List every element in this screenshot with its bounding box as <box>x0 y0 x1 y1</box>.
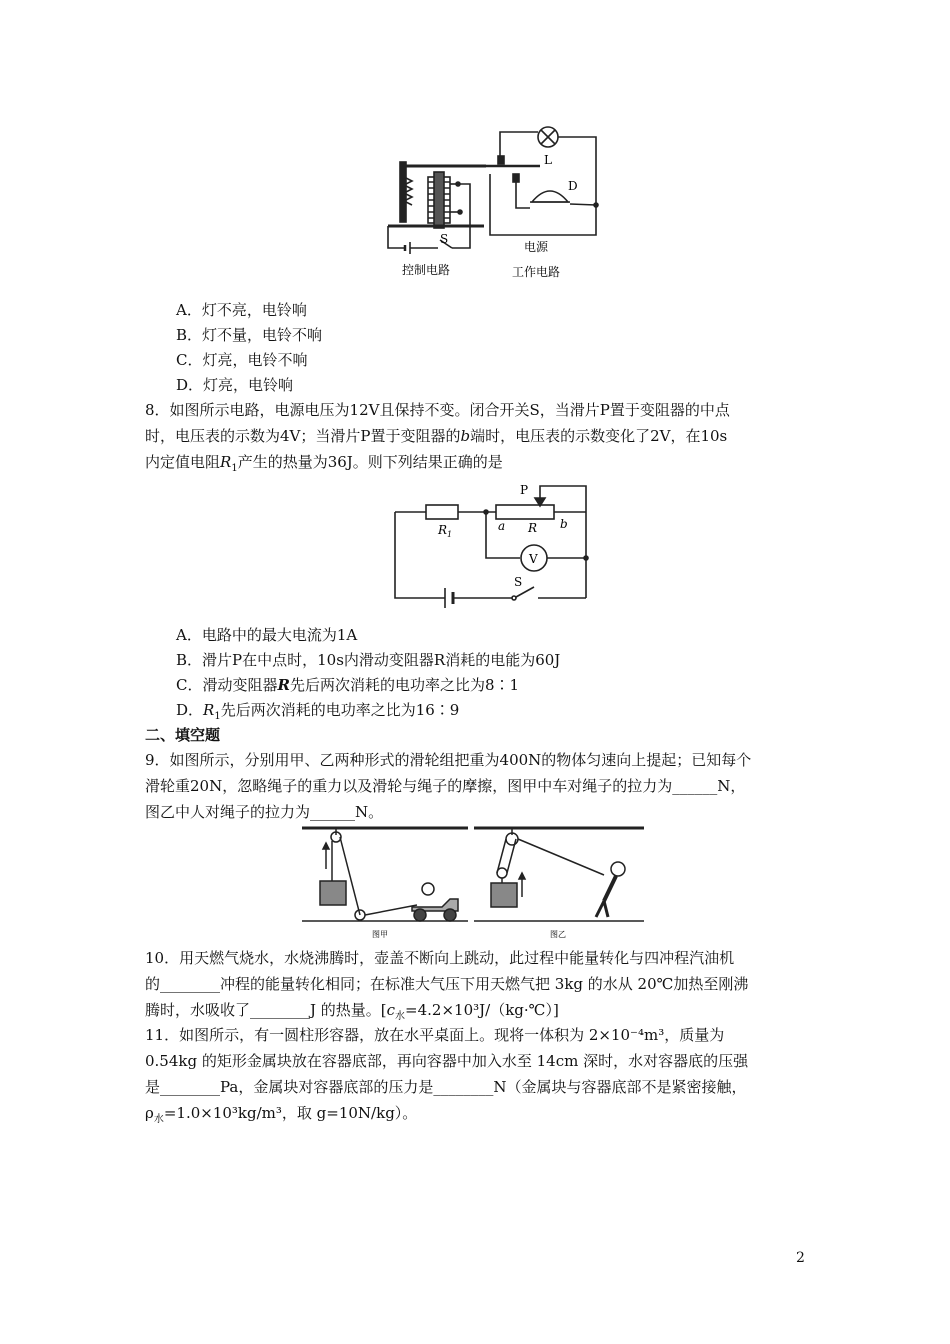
q10-line3: 腾时，水吸收了________J 的热量。$[c_水=4.2\times 10^3J/(kg\cdot℃)]$ <box>145 1001 559 1022</box>
caption-jia: 图甲 <box>372 930 388 939</box>
q8-option-b: B．滑片P在中点时，10s内滑动变阻器R消耗的电能为60J <box>176 651 561 669</box>
q11-line4: $\rho_水=1.0\times 10^3kg/m^3$，取 g=10N/kg）。 <box>145 1104 418 1125</box>
section-title: 二、填空题 <box>145 726 221 744</box>
q7-option-b: B．灯不量，电铃不响 <box>176 326 323 344</box>
caption-control: 控制电路 <box>402 263 451 277</box>
label-R: R <box>528 521 538 535</box>
q8-option-d: D．$R_1$先后两次消耗的电功率之比为16∶9 <box>176 701 460 722</box>
q11-line2: 0.54kg 的矩形金属块放在容器底部，再向容器中加入水至 14cm 深时，水对容器底的压强 <box>145 1052 749 1070</box>
label-S2: S <box>514 575 523 589</box>
label-R1: $R_1$ <box>438 523 453 539</box>
q9-line1: 9．如图所示，分别用甲、乙两种形式的滑轮组把重为400N的物体匀速向上提起；已知每个 <box>145 751 752 769</box>
slider-wire <box>540 486 586 598</box>
label-S: S <box>440 232 449 246</box>
relay-circuit-diagram <box>380 122 610 282</box>
q8-option-a: A．电路中的最大电流为1A <box>176 626 358 644</box>
page-number: 2 <box>796 1250 805 1266</box>
label-V: V <box>529 552 538 566</box>
q11-line1: 11．如图所示，有一圆柱形容器，放在水平桌面上。现将一体积为 2×10⁻⁴m³，质量为 <box>145 1026 725 1044</box>
caption-work: 工作电路 <box>512 265 561 279</box>
bell-icon <box>532 191 568 202</box>
q10-line2: 的________冲程的能量转化相同；在标准大气压下用天燃气把 3kg 的水从 20℃加热至刚沸 <box>145 975 749 993</box>
pulley-diagram <box>302 825 647 941</box>
q10-line1: 10．用天燃气烧水，水烧沸腾时，壶盖不断向上跳动，此过程中能量转化与四冲程汽油机 <box>145 949 735 967</box>
rheostat-r <box>496 505 554 519</box>
label-b: b <box>560 517 568 531</box>
person-icon <box>611 862 625 876</box>
label-power: 电源 <box>524 240 549 254</box>
rheostat-circuit-diagram <box>390 478 600 613</box>
label-P: P <box>520 483 529 497</box>
q9-line2: 滑轮重20N，忽略绳子的重力以及滑轮与绳子的摩擦，图甲中车对绳子的拉力为______N， <box>145 777 746 795</box>
q11-line3: 是________Pa，金属块对容器底部的压力是________N（金属块与容器底部不是紧密接触， <box>145 1078 747 1096</box>
q8-line2: 时，电压表的示数为4V；当滑片P置于变阻器的b端时，电压表的示数变化了2V，在10s <box>145 427 728 445</box>
q7-option-a: A．灯不亮，电铃响 <box>176 301 307 319</box>
relay-circuit-figure <box>380 122 610 282</box>
q8-line1: 8．如图所示电路，电源电压为12V且保持不变。闭合开关S，当滑片P置于变阻器的中点 <box>145 401 730 419</box>
q7-option-d: D．灯亮，电铃响 <box>176 376 294 394</box>
label-L: L <box>544 153 552 167</box>
label-D: D <box>568 179 578 193</box>
q8-option-c: C．滑动变阻器R先后两次消耗的电功率之比为8∶1 <box>176 676 520 694</box>
caption-yi: 图乙 <box>550 930 566 939</box>
label-a: a <box>498 519 506 533</box>
resistor-r1 <box>426 505 458 519</box>
q8-line3: 内定值电阻$R_1$产生的热量为36J。则下列结果正确的是 <box>145 453 503 474</box>
pulley-figure <box>302 825 647 941</box>
q7-option-c: C．灯亮，电铃不响 <box>176 351 308 369</box>
rheostat-circuit-figure <box>390 478 600 613</box>
q9-line3: 图乙中人对绳子的拉力为______N。 <box>145 803 384 821</box>
